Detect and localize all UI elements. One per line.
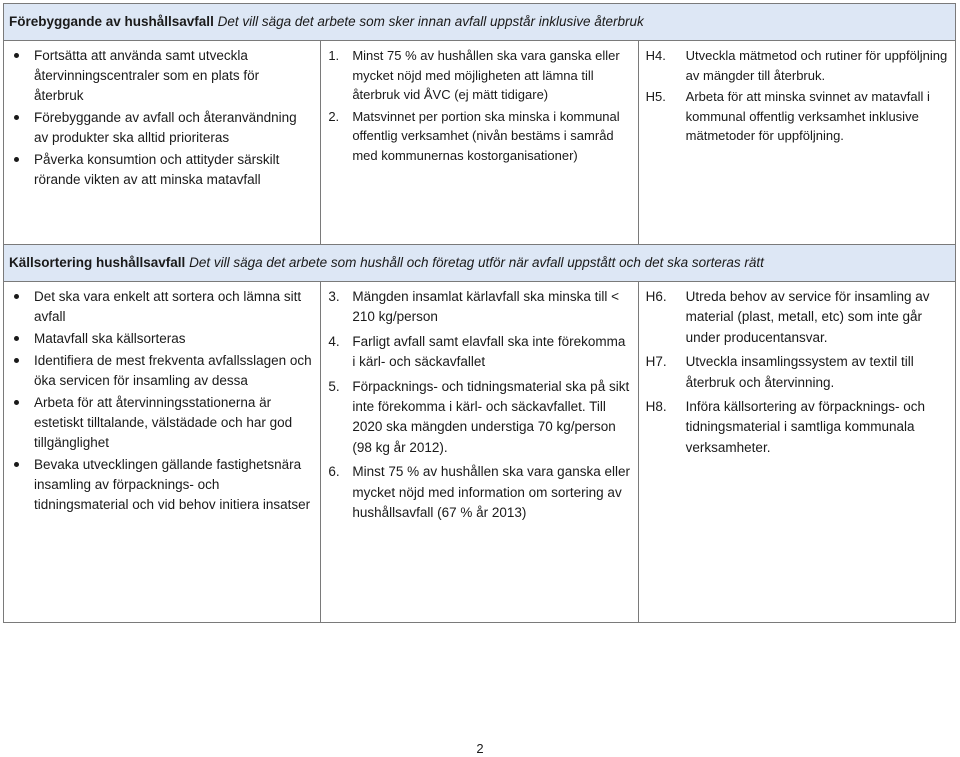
bullet-text: Matavfall ska källsorteras bbox=[34, 331, 186, 346]
action-item bbox=[646, 397, 949, 458]
bullet-text: Bevaka utvecklingen gällande fastighetsnära insamling av förpacknings- och tidningsmaterial och vid behov initiera insatser bbox=[34, 457, 311, 512]
section-header-prevention bbox=[4, 4, 956, 41]
bullet-text: Förebyggande av avfall och återanvändning av produkter ska alltid prioriteras bbox=[34, 110, 297, 145]
action-item-number: H6. bbox=[645, 289, 667, 304]
section-title: Förebyggande av hushållsavfall bbox=[9, 14, 214, 29]
target-item-text: Farligt avfall samt elavfall ska inte förekomma i kärl- och säckavfallet bbox=[352, 333, 626, 370]
targets-cell bbox=[321, 41, 638, 245]
target-item-text: Minst 75 % av hushållen ska vara ganska eller mycket nöjd med möjligheten att lämna till återbruk vid ÅVC (ej mätt tidigare) bbox=[352, 48, 620, 103]
target-item bbox=[328, 46, 631, 105]
target-item-text: Matsvinnet per portion ska minska i kommunal offentlig verksamhet (nivån bestäms i samråd med kommunernas kostorganisationer) bbox=[352, 108, 620, 163]
target-item-number: 1. bbox=[328, 48, 340, 63]
bullet-icon bbox=[14, 157, 19, 162]
actions-cell bbox=[638, 41, 955, 245]
action-item-number: H8. bbox=[645, 399, 667, 415]
strategies-cell bbox=[4, 41, 321, 245]
targets-cell bbox=[321, 282, 638, 623]
bullet-icon bbox=[14, 358, 19, 363]
action-item bbox=[646, 87, 949, 146]
bullet-icon bbox=[14, 53, 19, 58]
target-item bbox=[328, 332, 631, 373]
bullet-icon bbox=[14, 462, 19, 467]
bullet-item bbox=[14, 46, 312, 106]
bullet-item bbox=[14, 455, 312, 515]
action-item-number: H4. bbox=[645, 48, 666, 63]
target-item-number: 5. bbox=[328, 378, 340, 394]
target-item-text: Minst 75 % av hushållen ska vara ganska eller mycket nöjd med information om sortering av hushållsavfall (67 % år 2013) bbox=[352, 464, 630, 521]
bullet-icon bbox=[14, 400, 19, 405]
bullet-text: Påverka konsumtion och attityder särskilt rörande vikten av att minska matavfall bbox=[34, 152, 280, 187]
section-title: Källsortering hushållsavfall bbox=[9, 255, 186, 270]
bullet-text: Identifiera de mest frekventa avfallsslagen och öka servicen för insamling av dessa bbox=[34, 353, 312, 388]
bullet-icon bbox=[14, 115, 19, 120]
actions-cell bbox=[638, 282, 955, 623]
target-item bbox=[328, 107, 631, 166]
target-item bbox=[328, 377, 631, 459]
section-header-sorting bbox=[4, 245, 956, 282]
action-item-text: Arbeta för att minska svinnet av matavfall i kommunal offentlig verksamhet inklusive mätmetoder för uppföljning. bbox=[685, 89, 930, 144]
target-item bbox=[328, 462, 631, 523]
target-item bbox=[328, 287, 631, 328]
action-item-number: H7. bbox=[645, 354, 667, 370]
target-item-text: Mängden insamlat kärlavfall ska minska till < 210 kg/person bbox=[352, 289, 620, 325]
bullet-icon bbox=[14, 294, 19, 299]
bullet-item bbox=[14, 108, 312, 148]
bullet-text: Det ska vara enkelt att sortera och lämna sitt avfall bbox=[34, 289, 302, 324]
section-subtitle: Det vill säga det arbete som hushåll och företag utför när avfall uppstått och det ska sorteras rätt bbox=[189, 255, 764, 270]
action-item-text: Införa källsortering av förpacknings- och tidningsmaterial i samtliga kommunala verksamheter. bbox=[685, 399, 926, 455]
action-item-text: Utveckla mätmetod och rutiner för uppföljning av mängder till återbruk. bbox=[685, 48, 948, 83]
bullet-item bbox=[14, 393, 312, 453]
section-subtitle: Det vill säga det arbete som sker innan avfall uppstår inklusive återbruk bbox=[217, 14, 644, 29]
action-item-text: Utveckla insamlingssystem av textil till återbruk och återvinning. bbox=[685, 354, 914, 390]
action-item-number: H5. bbox=[645, 89, 666, 105]
target-item-text: Förpacknings- och tidningsmaterial ska på sikt inte förekomma i kärl- och säckavfallet. Till 2020 ska mängden understiga 70 kg/person (98 kg år 2012). bbox=[352, 378, 630, 455]
action-item bbox=[646, 46, 949, 85]
bullet-item bbox=[14, 351, 312, 391]
bullet-item bbox=[14, 150, 312, 190]
strategies-cell bbox=[4, 282, 321, 623]
document-page bbox=[3, 3, 956, 623]
bullet-item bbox=[14, 287, 312, 327]
bullet-text: Arbeta för att återvinningsstationerna är estetiskt tilltalande, välstädade och har god tillgänglighet bbox=[34, 395, 293, 450]
target-item-number: 4. bbox=[328, 333, 340, 349]
target-item-number: 6. bbox=[328, 464, 340, 480]
action-item bbox=[646, 287, 949, 348]
bullet-icon bbox=[14, 336, 19, 341]
bullet-text: Fortsätta att använda samt utveckla återvinningscentraler som en plats för återbruk bbox=[34, 48, 260, 103]
target-item-number: 3. bbox=[328, 289, 340, 304]
action-item bbox=[646, 352, 949, 393]
target-item-number: 2. bbox=[328, 108, 340, 124]
bullet-item bbox=[14, 329, 312, 349]
action-item-text: Utreda behov av service för insamling av material (plast, metall, etc) som inte går under producentansvar. bbox=[685, 289, 930, 345]
page-number: 2 bbox=[476, 741, 484, 756]
waste-plan-table bbox=[3, 3, 956, 623]
